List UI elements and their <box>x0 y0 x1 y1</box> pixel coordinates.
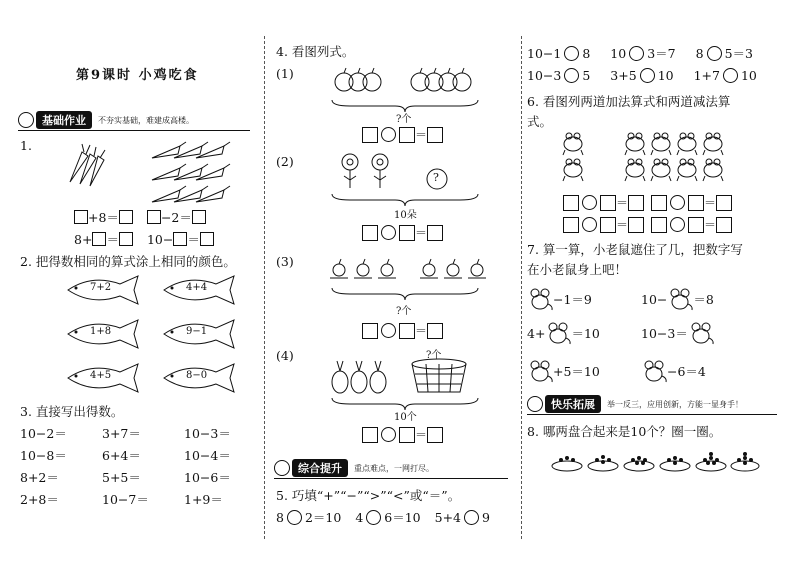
cartoon-icon <box>274 460 290 476</box>
answer-box[interactable] <box>173 232 187 246</box>
column-left <box>14 0 260 569</box>
answer-circle[interactable] <box>381 127 396 142</box>
answer-box[interactable] <box>628 195 644 211</box>
answer-box[interactable] <box>147 210 161 224</box>
answer-box[interactable] <box>651 195 667 211</box>
answer-box[interactable] <box>399 225 415 241</box>
divider <box>18 130 250 131</box>
equation-boxes: ＝ <box>563 216 644 233</box>
answer-box[interactable] <box>563 195 579 211</box>
q2-text: 2. 把得数相同的算式涂上相同的颜色。 <box>20 254 236 269</box>
column-middle <box>270 0 518 569</box>
bubble-label: ? <box>433 171 439 184</box>
answer-circle[interactable] <box>287 510 302 525</box>
q4-part-label: (1) <box>276 66 294 81</box>
section-tag: 快乐拓展 <box>545 395 601 413</box>
answer-box[interactable] <box>600 195 616 211</box>
mouse-icon[interactable] <box>641 360 667 382</box>
mouse-icon[interactable] <box>527 360 553 382</box>
q3-text: 3. 直接写出得数。 <box>20 404 124 419</box>
brace-label: ?个 <box>396 306 412 317</box>
equation-boxes: ＝ <box>362 126 443 143</box>
answer-box[interactable] <box>399 323 415 339</box>
column-right <box>527 0 781 569</box>
section-note: 不夯实基础，难建成高楼。 <box>98 115 194 125</box>
column-divider <box>521 36 522 539</box>
basket-illustration <box>410 358 468 394</box>
answer-box[interactable] <box>716 195 732 211</box>
q6-text-line2: 式。 <box>527 114 553 129</box>
mouse-equation: +5＝10 <box>527 360 600 382</box>
mouse-equation: 4+ ＝10 <box>527 322 600 344</box>
q3-row: 10−8＝ 6+4＝ 10−4＝ <box>20 448 231 463</box>
answer-circle[interactable] <box>707 46 722 61</box>
mouse-icon[interactable] <box>667 288 693 310</box>
answer-box[interactable] <box>688 195 704 211</box>
mouse-icon[interactable] <box>545 322 571 344</box>
answer-circle[interactable] <box>381 323 396 338</box>
mouse-equation: 10− ＝8 <box>641 288 714 310</box>
equation-boxes: ＝ <box>563 194 644 211</box>
answer-box[interactable] <box>427 323 443 339</box>
answer-box[interactable] <box>192 210 206 224</box>
q4-part-label: (2) <box>276 154 294 169</box>
q4-part-label: (3) <box>276 254 294 269</box>
q5-cont-row: 10−1 8 10 3＝7 8 5＝3 <box>527 45 753 61</box>
answer-circle[interactable] <box>629 46 644 61</box>
section-header-fun <box>527 396 743 412</box>
mouse-icon[interactable] <box>688 322 714 344</box>
answer-box[interactable] <box>628 217 644 233</box>
peaches-illustration <box>326 254 496 282</box>
answer-circle[interactable] <box>723 68 738 83</box>
answer-circle[interactable] <box>670 217 685 232</box>
answer-box[interactable] <box>427 127 443 143</box>
q5-cont-row: 10−3 5 3+5 10 1+7 10 <box>527 68 757 83</box>
q7-text-line2: 在小老鼠身上吧！ <box>527 262 628 277</box>
divider <box>274 478 508 479</box>
top-label: ?个 <box>426 350 442 361</box>
q5-text: 5. 巧填“+”“−”“>”“<”或“＝”。 <box>276 488 461 503</box>
q4-part-label: (4) <box>276 348 294 363</box>
q3-row: 2+8＝ 10−7＝ 1+9＝ <box>20 492 223 507</box>
answer-box[interactable] <box>92 232 106 246</box>
section-note: 举一反三，应用创新，方能一显身手！ <box>607 399 743 409</box>
mouse-equation: 10−3＝ <box>641 322 714 344</box>
mouse-icon[interactable] <box>527 288 553 310</box>
answer-circle[interactable] <box>381 225 396 240</box>
carrots-illustration <box>62 134 232 204</box>
answer-box[interactable] <box>716 217 732 233</box>
answer-box[interactable] <box>74 210 88 224</box>
divider <box>527 414 777 415</box>
answer-box[interactable] <box>399 127 415 143</box>
section-header-combined <box>274 460 434 476</box>
answer-circle[interactable] <box>640 68 655 83</box>
answer-box[interactable] <box>362 427 378 443</box>
answer-box[interactable] <box>427 225 443 241</box>
equation-boxes: ＝ <box>651 216 732 233</box>
brace <box>330 286 480 302</box>
cartoon-icon <box>527 396 543 412</box>
fish-label: 1+8 <box>90 326 112 337</box>
cartoon-icon <box>18 112 34 128</box>
answer-circle[interactable] <box>464 510 479 525</box>
q3-row: 8+2＝ 5+5＝ 10−6＝ <box>20 470 231 485</box>
q1-number: 1. <box>20 138 32 153</box>
section-tag: 综合提升 <box>292 459 348 477</box>
brace-label: 10个 <box>394 412 417 423</box>
flowers-illustration <box>336 150 406 190</box>
q1-row2: 8+ ＝ 10− ＝ <box>74 230 214 248</box>
apples-illustration <box>334 64 484 96</box>
q3-row: 10−2＝ 3+7＝ 10−3＝ <box>20 426 231 441</box>
answer-box[interactable] <box>651 217 667 233</box>
fish-label: 4+5 <box>90 370 112 381</box>
equation-boxes: ＝ <box>362 224 443 241</box>
q5-row: 8 2＝10 4 6＝10 5+4 9 <box>276 509 490 525</box>
answer-box[interactable] <box>563 217 579 233</box>
frogs-illustration <box>563 128 743 188</box>
answer-box[interactable] <box>362 323 378 339</box>
section-tag: 基础作业 <box>36 111 92 129</box>
fish-label: 8−0 <box>186 370 208 381</box>
answer-box[interactable] <box>399 427 415 443</box>
answer-circle[interactable] <box>582 217 597 232</box>
pineapples-illustration <box>330 358 390 394</box>
answer-circle[interactable] <box>670 195 685 210</box>
plates-illustration <box>551 442 761 476</box>
q8-text: 8. 哪两盘合起来是10个？圈一圈。 <box>527 424 722 439</box>
mouse-equation: −1＝9 <box>527 288 592 310</box>
answer-box[interactable] <box>200 232 214 246</box>
answer-circle[interactable] <box>564 68 579 83</box>
equation-boxes: ＝ <box>362 426 443 443</box>
column-divider <box>264 36 265 539</box>
equation-boxes: ＝ <box>651 194 732 211</box>
fish-label: 7+2 <box>90 282 112 293</box>
answer-circle[interactable] <box>564 46 579 61</box>
answer-circle[interactable] <box>582 195 597 210</box>
q4-text: 4. 看图列式。 <box>276 44 355 59</box>
answer-box[interactable] <box>362 127 378 143</box>
answer-circle[interactable] <box>366 510 381 525</box>
brace-label: ?个 <box>396 114 412 125</box>
answer-circle[interactable] <box>381 427 396 442</box>
q6-text-line1: 6. 看图列两道加法算式和两道减法算 <box>527 94 731 109</box>
answer-box[interactable] <box>600 217 616 233</box>
q1-row1: +8＝ −2＝ <box>74 208 206 226</box>
brace-label: 10朵 <box>394 210 417 221</box>
answer-box[interactable] <box>427 427 443 443</box>
answer-box[interactable] <box>119 232 133 246</box>
answer-box[interactable] <box>362 225 378 241</box>
answer-box[interactable] <box>119 210 133 224</box>
section-note: 重点难点，一网打尽。 <box>354 463 434 473</box>
page-title: 第9课时 小鸡吃食 <box>76 68 199 83</box>
q7-text-line1: 7. 算一算，小老鼠遮住了几，把数字写 <box>527 242 743 257</box>
section-header-basic <box>18 112 194 128</box>
answer-box[interactable] <box>688 217 704 233</box>
fish-label: 9−1 <box>186 326 208 337</box>
mouse-equation: −6＝4 <box>641 360 706 382</box>
fish-label: 4+4 <box>186 282 208 293</box>
equation-boxes: ＝ <box>362 322 443 339</box>
